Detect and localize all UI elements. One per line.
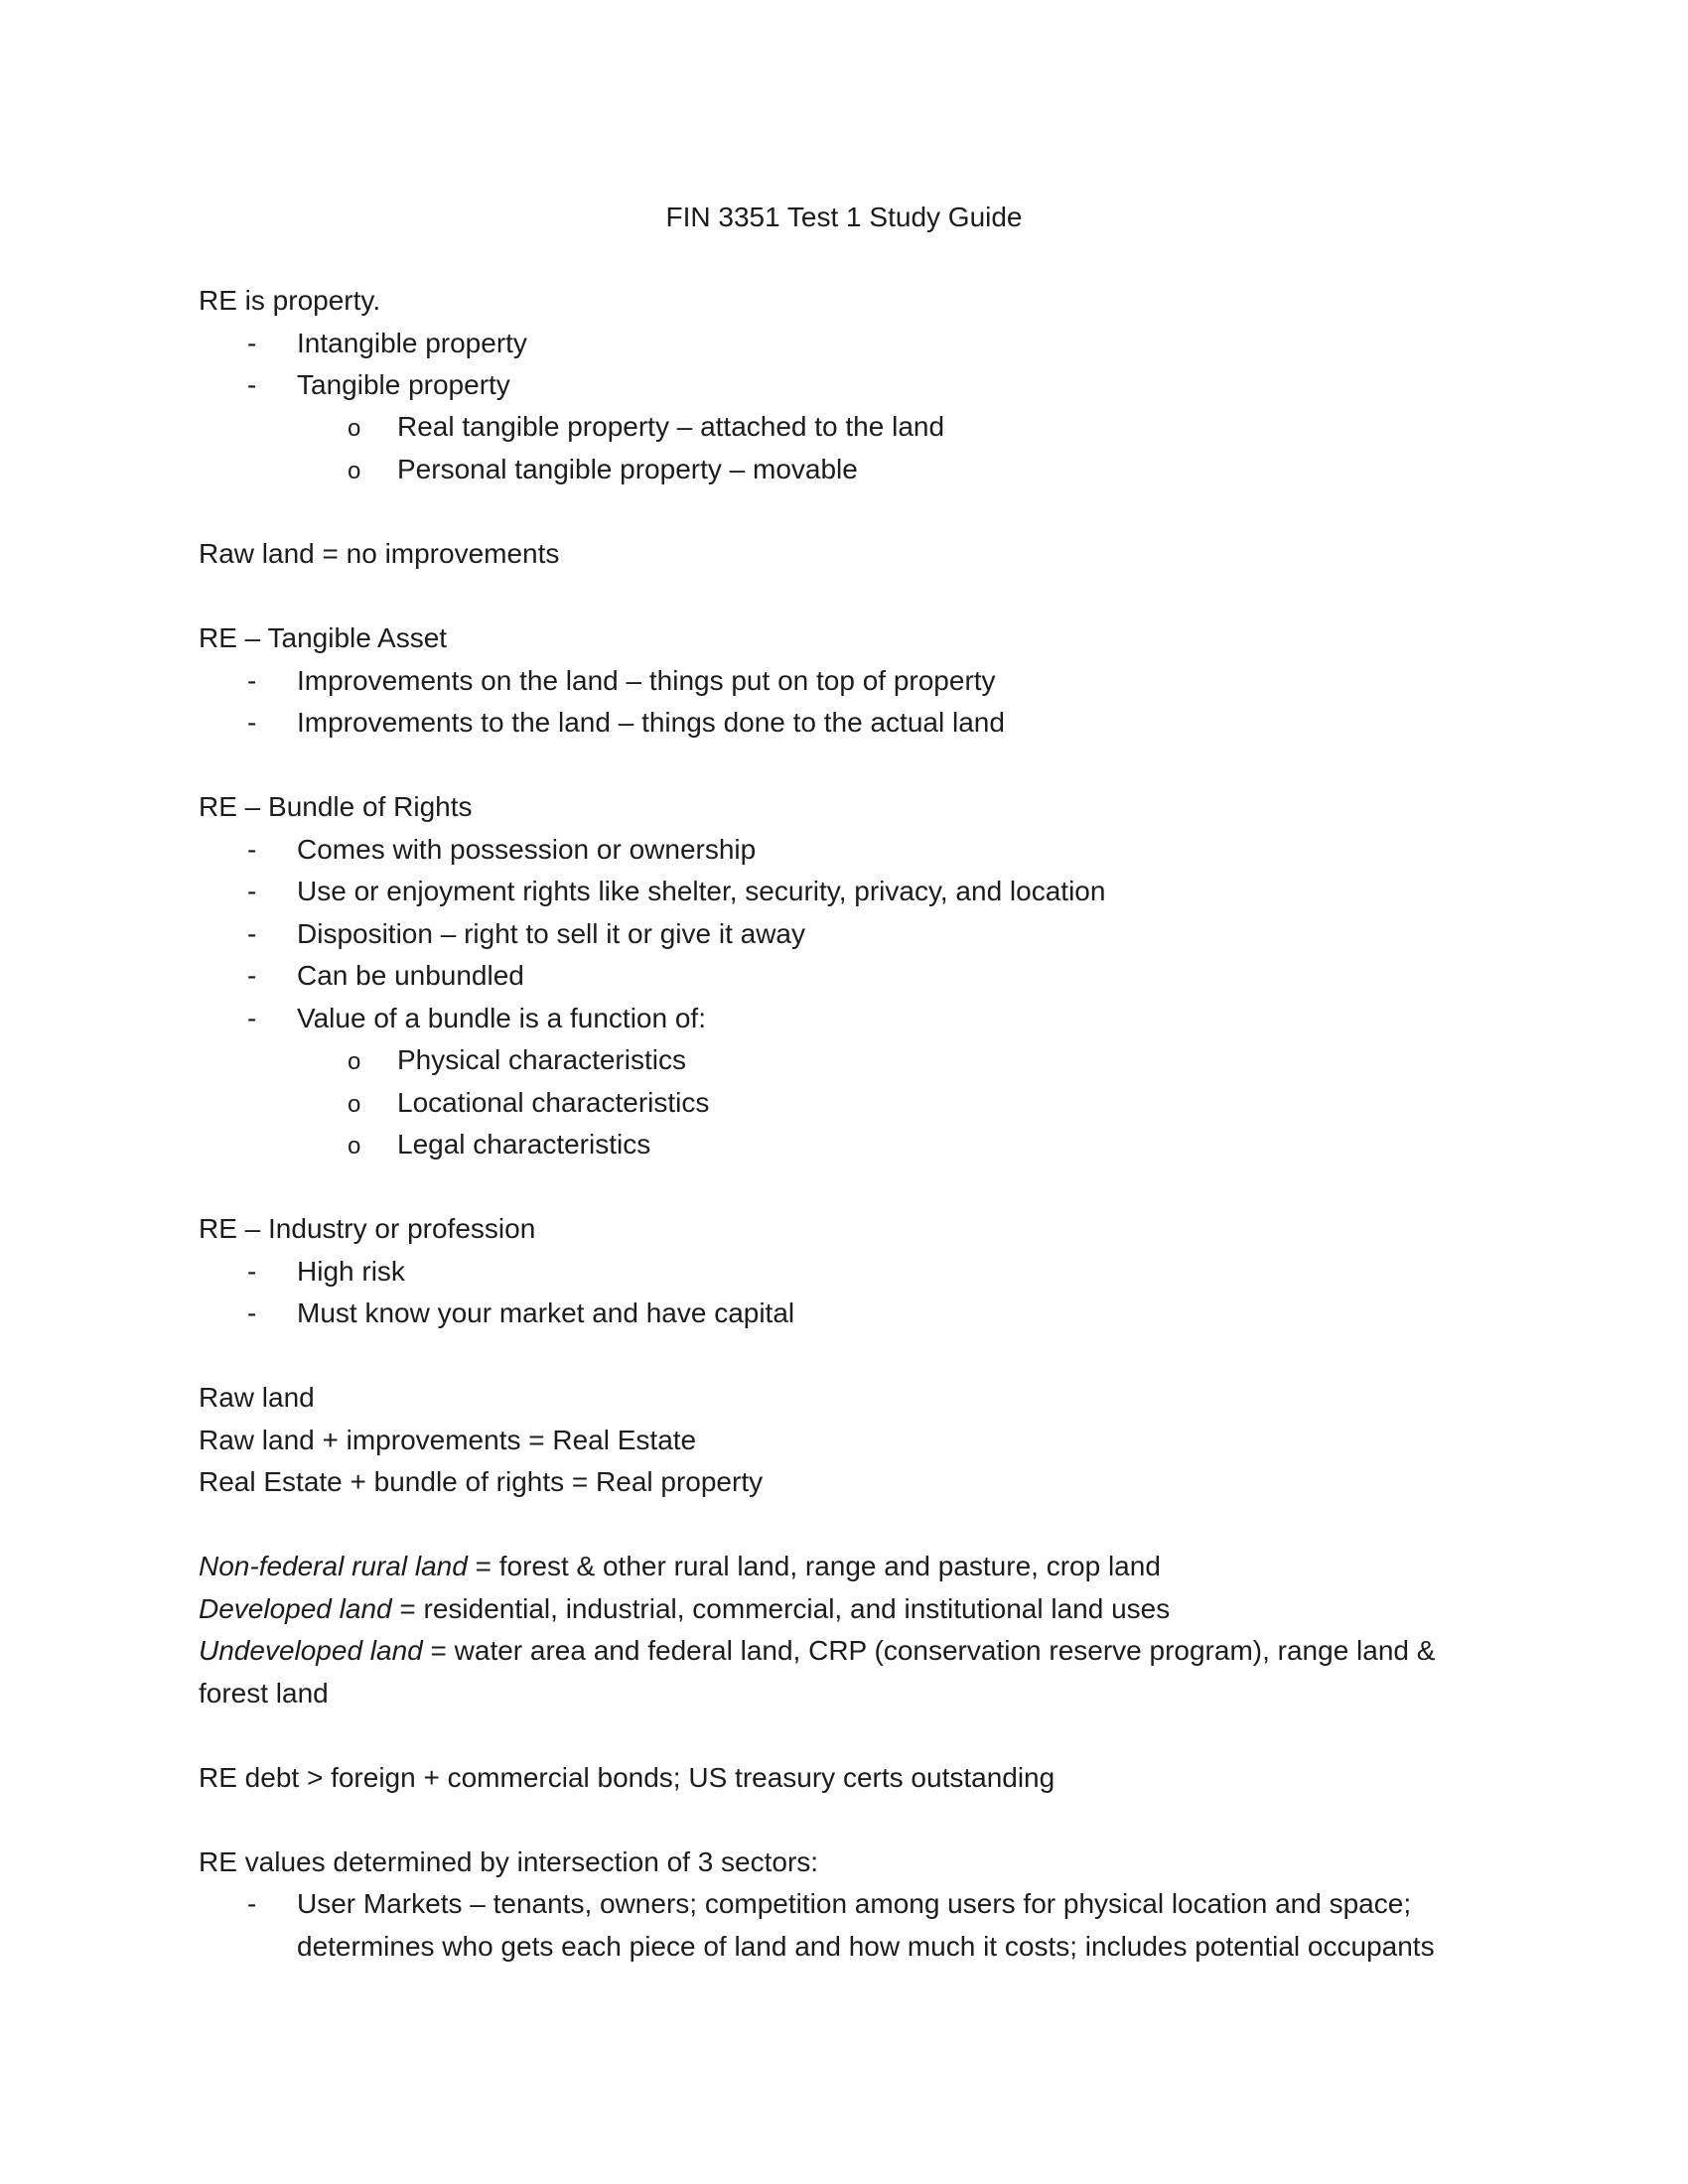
list-item: Must know your market and have capital	[297, 1297, 795, 1328]
heading-re-values: RE values determined by intersection of 3 sectors:	[199, 1846, 819, 1877]
list-item: Use or enjoyment rights like shelter, security, privacy, and location	[297, 876, 1106, 906]
dash-bullet: -	[247, 707, 257, 738]
list-item: Disposition – right to sell it or give it away	[297, 918, 805, 949]
list-item: Comes with possession or ownership	[297, 834, 757, 865]
list-item: User Markets – tenants, owners; competition among users for physical location and space;	[297, 1888, 1412, 1919]
list-item: Can be unbundled	[297, 960, 524, 991]
heading-tangible-asset: RE – Tangible Asset	[199, 622, 448, 653]
circle-bullet: o	[348, 415, 361, 442]
dash-bullet: -	[247, 1003, 257, 1033]
list-item: Improvements to the land – things done to the actual land	[297, 707, 1005, 738]
dash-bullet: -	[247, 328, 257, 358]
land-type-term: Developed land	[199, 1593, 392, 1624]
equation-line: Raw land	[199, 1382, 315, 1413]
list-item: Value of a bundle is a function of:	[297, 1003, 706, 1033]
sub-list-item: Physical characteristics	[397, 1044, 686, 1075]
land-type-description: = water area and federal land, CRP (conservation reserve program), range land &	[422, 1635, 1436, 1666]
dash-bullet: -	[247, 1888, 257, 1919]
circle-bullet: o	[348, 1048, 361, 1075]
circle-bullet: o	[348, 1133, 361, 1160]
equation-line: Real Estate + bundle of rights = Real property	[199, 1466, 764, 1497]
sub-list-item: Legal characteristics	[397, 1129, 651, 1160]
land-type-description: = forest & other rural land, range and pasture, crop land	[467, 1551, 1161, 1581]
sub-list-item: Real tangible property – attached to the land	[397, 411, 945, 442]
raw-land-definition: Raw land = no improvements	[199, 538, 560, 569]
land-type-term: Non-federal rural land	[199, 1551, 468, 1581]
land-type-term: Undeveloped land	[199, 1635, 423, 1666]
debt-statement: RE debt > foreign + commercial bonds; US treasury certs outstanding	[199, 1762, 1055, 1793]
circle-bullet: o	[348, 1091, 361, 1118]
dash-bullet: -	[247, 918, 257, 949]
circle-bullet: o	[348, 458, 361, 484]
dash-bullet: -	[247, 665, 257, 696]
list-item: Intangible property	[297, 328, 527, 358]
dash-bullet: -	[247, 1256, 257, 1287]
dash-bullet: -	[247, 1297, 257, 1328]
list-item-continuation: determines who gets each piece of land and how much it costs; includes potential occupants	[297, 1931, 1435, 1962]
dash-bullet: -	[247, 876, 257, 906]
heading-re-property: RE is property.	[199, 285, 381, 316]
list-item: Tangible property	[297, 369, 510, 400]
dash-bullet: -	[247, 369, 257, 400]
land-type-undeveloped	[199, 1635, 1435, 1667]
dash-bullet: -	[247, 834, 257, 865]
heading-bundle-of-rights: RE – Bundle of Rights	[199, 791, 473, 822]
land-type-developed	[199, 1593, 1170, 1625]
land-type-description: = residential, industrial, commercial, and institutional land uses	[391, 1593, 1171, 1624]
equation-line: Raw land + improvements = Real Estate	[199, 1425, 697, 1455]
sub-list-item: Locational characteristics	[397, 1087, 710, 1118]
heading-industry: RE – Industry or profession	[199, 1213, 536, 1244]
list-item: High risk	[297, 1256, 405, 1287]
sub-list-item: Personal tangible property – movable	[397, 454, 858, 484]
list-item: Improvements on the land – things put on top of property	[297, 665, 996, 696]
dash-bullet: -	[247, 960, 257, 991]
land-type-continuation: forest land	[199, 1678, 329, 1708]
land-type-non-federal	[199, 1551, 1161, 1582]
page-title: FIN 3351 Test 1 Study Guide	[665, 202, 1023, 232]
